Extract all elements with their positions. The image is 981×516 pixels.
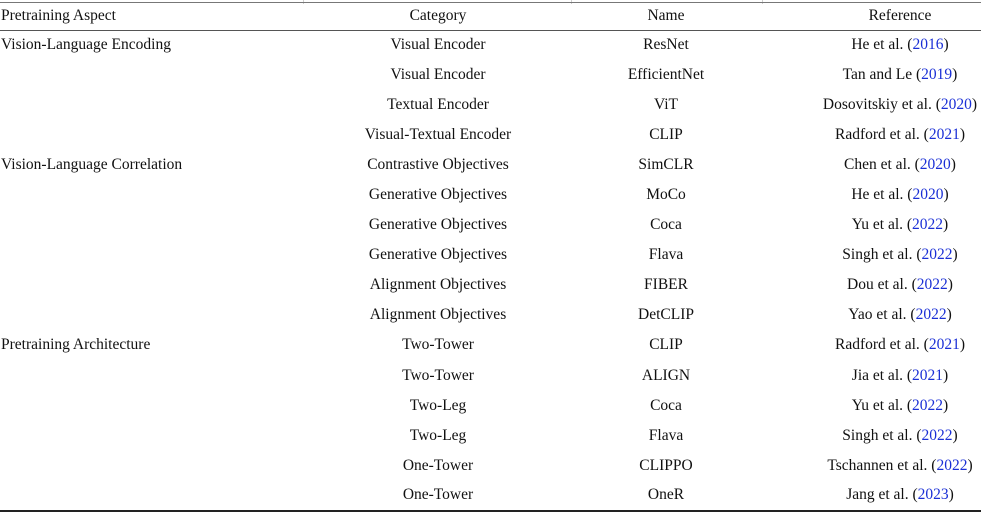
reference-close-paren: ) <box>952 66 958 83</box>
category-cell: Alignment Objectives <box>369 276 507 293</box>
table-row <box>0 361 981 391</box>
name-cell: Coca <box>650 397 682 414</box>
reference-author: Dosovitskiy et al. ( <box>822 96 941 113</box>
reference-cell <box>783 90 981 120</box>
name-cell: Flava <box>648 246 684 263</box>
category-cell: Textual Encoder <box>387 96 489 113</box>
reference-cell <box>783 361 981 391</box>
category-cell: One-Tower <box>402 457 474 474</box>
reference-cell <box>783 391 981 421</box>
table-row <box>0 120 981 150</box>
table-row <box>0 180 981 210</box>
table-row <box>0 451 981 481</box>
name-cell: ViT <box>653 96 679 113</box>
reference-author: Singh et al. ( <box>842 427 922 444</box>
reference-close-paren: ) <box>971 96 978 113</box>
reference-year-link[interactable]: 2020 <box>912 186 944 203</box>
name-cell: ALIGN <box>641 367 691 384</box>
reference-year-link[interactable]: 2022 <box>912 397 944 414</box>
category-cell: One-Tower <box>402 486 474 503</box>
reference-close-paren: ) <box>959 336 965 353</box>
table-row <box>0 270 981 300</box>
category-cell: Two-Leg <box>409 427 467 444</box>
reference-year-link[interactable]: 2021 <box>928 336 960 353</box>
aspect-cell: Pretraining Architecture <box>1 336 151 353</box>
reference-close-paren: ) <box>943 186 949 203</box>
reference-close-paren: ) <box>952 427 958 444</box>
reference-year-link[interactable]: 2021 <box>928 126 960 143</box>
reference-year-link[interactable]: 2022 <box>912 216 944 233</box>
name-cell: OneR <box>647 486 685 503</box>
reference-cell <box>783 210 981 240</box>
reference-close-paren: ) <box>947 276 953 293</box>
category-cell: Visual Encoder <box>390 66 486 83</box>
category-cell: Two-Leg <box>409 397 467 414</box>
category-cell: Generative Objectives <box>368 186 508 203</box>
reference-close-paren: ) <box>943 367 949 384</box>
reference-year-link[interactable]: 2022 <box>915 306 947 323</box>
reference-close-paren: ) <box>967 457 973 474</box>
header-reference: Reference <box>868 7 932 24</box>
reference-author: Yu et al. ( <box>851 216 913 233</box>
reference-author: Tan and Le ( <box>842 66 922 83</box>
table-row <box>0 210 981 240</box>
category-cell: Two-Tower <box>402 367 474 384</box>
name-cell: ResNet <box>643 36 689 53</box>
reference-year-link[interactable]: 2022 <box>921 246 953 263</box>
reference-author: Radford et al. ( <box>835 126 929 143</box>
reference-author: Yu et al. ( <box>851 397 913 414</box>
category-cell: Alignment Objectives <box>369 306 507 323</box>
header-pretraining-aspect: Pretraining Aspect <box>1 7 116 24</box>
table-row <box>0 391 981 421</box>
reference-year-link[interactable]: 2020 <box>919 156 951 173</box>
category-cell: Contrastive Objectives <box>367 156 509 173</box>
name-cell: CLIP <box>649 126 683 143</box>
reference-cell <box>783 451 981 481</box>
reference-author: Singh et al. ( <box>842 246 922 263</box>
table-row <box>0 330 981 360</box>
category-cell: Two-Tower <box>402 336 474 353</box>
header-category: Category <box>409 7 467 24</box>
reference-cell <box>783 30 981 60</box>
name-cell: CLIP <box>649 336 683 353</box>
reference-close-paren: ) <box>948 486 954 503</box>
category-cell: Generative Objectives <box>368 246 508 263</box>
category-cell: Visual-Textual Encoder <box>364 126 512 143</box>
reference-close-paren: ) <box>943 397 949 414</box>
table-row <box>0 90 981 120</box>
reference-cell <box>783 270 981 300</box>
aspect-cell: Vision-Language Encoding <box>1 36 171 53</box>
reference-close-paren: ) <box>943 36 949 53</box>
reference-close-paren: ) <box>959 126 965 143</box>
reference-author: Jang et al. ( <box>846 486 918 503</box>
name-cell: MoCo <box>646 186 686 203</box>
reference-author: Yao et al. ( <box>848 306 916 323</box>
reference-close-paren: ) <box>946 306 952 323</box>
reference-cell <box>783 480 981 510</box>
reference-cell <box>783 330 981 360</box>
reference-author: Chen et al. ( <box>844 156 920 173</box>
table-row <box>0 421 981 451</box>
table-row <box>0 480 981 510</box>
aspect-cell: Vision-Language Correlation <box>1 156 183 173</box>
table-row <box>0 150 981 180</box>
reference-cell <box>783 60 981 90</box>
reference-author: He et al. ( <box>851 186 913 203</box>
reference-year-link[interactable]: 2020 <box>940 96 972 113</box>
table-row <box>0 30 981 60</box>
reference-year-link[interactable]: 2022 <box>921 427 953 444</box>
reference-year-link[interactable]: 2016 <box>912 36 944 53</box>
reference-author: Radford et al. ( <box>835 336 929 353</box>
reference-cell <box>783 240 981 270</box>
reference-year-link[interactable]: 2021 <box>912 367 944 384</box>
reference-author: He et al. ( <box>851 36 913 53</box>
reference-year-link[interactable]: 2023 <box>917 486 949 503</box>
reference-author: Tschannen et al. ( <box>827 457 937 474</box>
table-row <box>0 300 981 330</box>
reference-cell <box>783 150 981 180</box>
bottom-rule <box>0 510 981 512</box>
reference-close-paren: ) <box>952 246 958 263</box>
name-cell: Flava <box>648 427 684 444</box>
reference-author: Jia et al. ( <box>851 367 913 384</box>
category-cell: Generative Objectives <box>368 216 508 233</box>
reference-cell <box>783 120 981 150</box>
name-cell: SimCLR <box>638 156 694 173</box>
reference-year-link[interactable]: 2019 <box>921 66 953 83</box>
reference-close-paren: ) <box>943 216 949 233</box>
header-name: Name <box>647 7 685 24</box>
reference-cell <box>783 300 981 330</box>
reference-year-link[interactable]: 2022 <box>916 276 948 293</box>
table-header-row <box>0 1 981 31</box>
category-cell: Visual Encoder <box>390 36 486 53</box>
table-row <box>0 60 981 90</box>
name-cell: CLIPPO <box>639 457 693 474</box>
reference-close-paren: ) <box>950 156 956 173</box>
name-cell: Coca <box>650 216 682 233</box>
name-cell: DetCLIP <box>638 306 694 323</box>
reference-year-link[interactable]: 2022 <box>936 457 968 474</box>
reference-cell <box>783 421 981 451</box>
reference-author: Dou et al. ( <box>847 276 917 293</box>
reference-cell <box>783 180 981 210</box>
table-row <box>0 240 981 270</box>
name-cell: EfficientNet <box>627 66 705 83</box>
name-cell: FIBER <box>644 276 688 293</box>
